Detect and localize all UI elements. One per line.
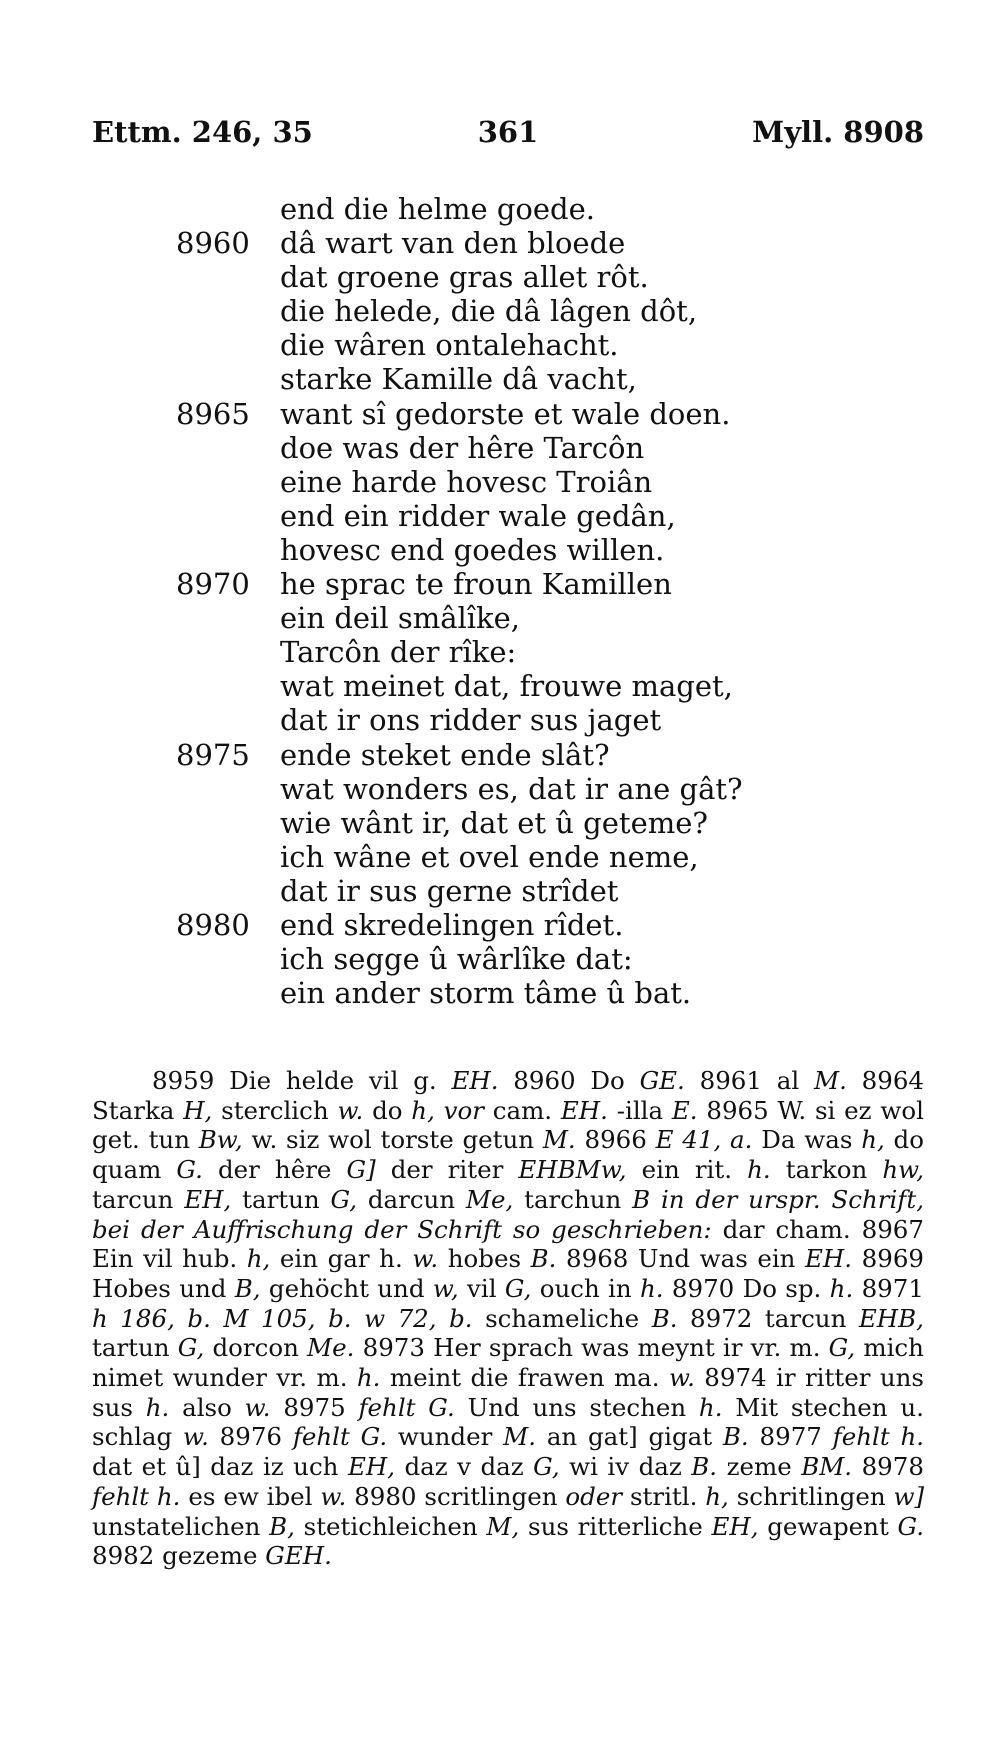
apparatus-text: do quam xyxy=(92,1125,924,1185)
apparatus-siglum: w 72, b. xyxy=(364,1303,473,1333)
apparatus-siglum: h. xyxy=(747,1155,771,1185)
apparatus-siglum: B in der urspr. Schrift, bei der Auffrischung der Schrift so geschrieben: xyxy=(92,1184,924,1244)
apparatus-text: zeme xyxy=(726,1452,792,1482)
apparatus-siglum: G. xyxy=(897,1511,925,1541)
apparatus-text: schameliche xyxy=(485,1303,640,1333)
verse-text: dâ wart van den bloede xyxy=(280,226,626,261)
apparatus-text: 8976 xyxy=(219,1422,283,1452)
verse-text: ende steket ende slât? xyxy=(280,737,610,772)
apparatus-text: 8959 Die helde vil g. xyxy=(152,1066,437,1095)
apparatus-siglum: w. xyxy=(183,1422,209,1452)
verse-line xyxy=(0,772,1000,806)
apparatus-text: tarcun xyxy=(92,1184,174,1214)
apparatus-text: 8975 xyxy=(283,1392,346,1422)
verse-line xyxy=(0,567,1000,601)
apparatus-siglum: w. xyxy=(320,1481,347,1511)
verse-line xyxy=(0,942,1000,976)
verse-text: eine harde hovesc Troiân xyxy=(280,464,653,499)
apparatus-siglum: H, xyxy=(183,1095,213,1125)
apparatus-paragraph xyxy=(92,1066,924,1571)
apparatus-siglum: h, xyxy=(705,1481,729,1511)
apparatus-siglum: E 41, a. xyxy=(655,1125,753,1155)
apparatus-text: 8967 Ein vil hub. xyxy=(92,1214,924,1274)
verse-line xyxy=(0,874,1000,908)
apparatus-siglum: M. xyxy=(503,1422,537,1452)
apparatus-text: 8964 Starka xyxy=(92,1066,924,1125)
apparatus-siglum: fehlt h. xyxy=(832,1422,925,1452)
apparatus-text: tartun xyxy=(242,1184,320,1214)
apparatus-siglum: EH. xyxy=(451,1066,499,1095)
apparatus-siglum: E. xyxy=(671,1095,698,1125)
apparatus-text: 8977 xyxy=(759,1422,822,1452)
apparatus-siglum: G] xyxy=(346,1155,376,1185)
verse-text: starke Kamille dâ vacht, xyxy=(280,362,637,397)
line-number: 8975 xyxy=(176,737,250,772)
verse-text: end die helme goede. xyxy=(280,192,595,226)
verse-line xyxy=(0,397,1000,431)
apparatus-siglum: M. xyxy=(813,1066,847,1095)
verse-line xyxy=(0,499,1000,533)
verse-text: die helede, die dâ lâgen dôt, xyxy=(280,294,698,329)
verse-text: dat ir sus gerne strîdet xyxy=(280,873,619,908)
verse-block xyxy=(0,192,1000,1010)
verse-line xyxy=(0,976,1000,1010)
verse-text: wat wonders es, dat ir ane gât? xyxy=(280,771,743,806)
apparatus-text: ein rit. xyxy=(641,1155,733,1185)
apparatus-siglum: GEH. xyxy=(265,1541,332,1571)
verse-text: doe was der hêre Tarcôn xyxy=(280,430,645,465)
apparatus-text: wunder xyxy=(397,1422,493,1452)
apparatus-siglum: fehlt G. xyxy=(358,1392,455,1422)
apparatus-siglum: w] xyxy=(893,1481,925,1511)
apparatus-text: 8974 ir ritter uns sus xyxy=(92,1363,924,1422)
apparatus-text: dar cham. xyxy=(722,1214,851,1244)
verse-line xyxy=(0,635,1000,669)
apparatus-siglum: EH, xyxy=(184,1184,232,1214)
apparatus-siglum: EH. xyxy=(805,1244,853,1274)
apparatus-siglum: Me. xyxy=(307,1333,355,1363)
line-number: 8960 xyxy=(176,226,250,261)
apparatus-text: der riter xyxy=(390,1155,504,1185)
apparatus-text: 8966 xyxy=(584,1125,647,1155)
verse-line xyxy=(0,431,1000,465)
apparatus-text: gehöcht und xyxy=(268,1273,425,1303)
apparatus-siglum: GE. xyxy=(639,1066,685,1095)
apparatus-text: 8965 W. si ez wol get. tun xyxy=(92,1095,924,1155)
verse-line xyxy=(0,362,1000,396)
apparatus-siglum: G, xyxy=(504,1273,532,1303)
apparatus-siglum: h. xyxy=(698,1392,723,1422)
verse-text: end skredelingen rîdet. xyxy=(280,907,624,942)
apparatus-siglum: w. xyxy=(412,1244,439,1274)
apparatus-siglum: vor xyxy=(443,1095,484,1125)
verse-text: wie wânt ir, dat et û geteme? xyxy=(280,805,708,840)
apparatus-text: 8971 xyxy=(861,1273,924,1303)
apparatus-text: tarkon xyxy=(785,1155,868,1185)
verse-line xyxy=(0,192,1000,226)
apparatus-text: sus ritterliche xyxy=(528,1511,703,1541)
apparatus-text: tartun xyxy=(92,1333,170,1363)
verse-text: die wâren ontalehacht. xyxy=(280,328,619,363)
verse-line xyxy=(0,260,1000,294)
verse-text: hovesc end goedes willen. xyxy=(280,532,665,567)
apparatus-text: tarchun xyxy=(524,1184,622,1214)
verse-text: ich wâne et ovel ende neme, xyxy=(280,839,699,874)
apparatus-siglum: BM. xyxy=(801,1452,853,1482)
apparatus-text: 8970 Do sp. xyxy=(671,1273,822,1303)
verse-text: want sî gedorste et wale doen. xyxy=(280,396,731,431)
apparatus-siglum: w, xyxy=(432,1273,459,1303)
apparatus-siglum: h, xyxy=(411,1095,435,1125)
apparatus-siglum: fehlt h. xyxy=(92,1481,181,1511)
apparatus-text: wi iv daz xyxy=(569,1452,682,1482)
verse-line xyxy=(0,806,1000,840)
apparatus-siglum: h. xyxy=(145,1392,170,1422)
apparatus-siglum: h. xyxy=(640,1273,664,1303)
apparatus-siglum: fehlt G. xyxy=(292,1422,388,1452)
apparatus-siglum: G, xyxy=(828,1333,856,1363)
apparatus-siglum: EHBMw, xyxy=(518,1155,627,1185)
apparatus-text: -illa xyxy=(616,1095,664,1125)
apparatus-text: hobes xyxy=(447,1244,522,1274)
apparatus-text: Da was xyxy=(761,1125,853,1155)
apparatus-siglum: G. xyxy=(176,1155,203,1185)
apparatus-text: w. siz wol torste getun xyxy=(251,1125,535,1155)
apparatus-siglum: h. xyxy=(829,1273,854,1303)
apparatus-text: meint die frawen ma. xyxy=(389,1363,660,1393)
verse-line xyxy=(0,703,1000,737)
apparatus-text: der hêre xyxy=(217,1155,332,1185)
verse-text: ein deil smâlîke, xyxy=(280,601,521,636)
apparatus-siglum: h. xyxy=(356,1363,381,1393)
page-number: 361 xyxy=(477,115,539,149)
verse-line xyxy=(0,669,1000,703)
apparatus-siglum: h, xyxy=(246,1244,271,1274)
line-number: 8965 xyxy=(176,396,250,431)
header-right-reference: Myll. 8908 xyxy=(752,115,924,149)
apparatus-siglum: G, xyxy=(533,1452,560,1482)
apparatus-text: daz v daz xyxy=(404,1452,524,1482)
apparatus-text: mich nimet wunder vr. m. xyxy=(92,1333,924,1393)
verse-text: end ein ridder wale gedân, xyxy=(280,498,676,533)
apparatus-text: 8968 Und was ein xyxy=(566,1244,796,1274)
apparatus-text: 8960 Do xyxy=(513,1066,625,1095)
apparatus-siglum: hw, xyxy=(882,1155,925,1185)
apparatus-text: Und uns stechen xyxy=(467,1392,687,1422)
verse-text: ein ander storm tâme û bat. xyxy=(280,976,692,1011)
apparatus-siglum: w. xyxy=(669,1363,695,1393)
apparatus-text: also xyxy=(182,1392,232,1422)
apparatus-siglum: M, xyxy=(486,1511,520,1541)
apparatus-siglum: Me, xyxy=(465,1184,514,1214)
apparatus-siglum: EH. xyxy=(560,1095,608,1125)
verse-line xyxy=(0,226,1000,260)
verse-line xyxy=(0,533,1000,567)
verse-text: ich segge û wârlîke dat: xyxy=(280,942,633,977)
apparatus-text: schritlingen xyxy=(736,1481,886,1511)
apparatus-text: do xyxy=(372,1095,403,1125)
apparatus-text: sterclich xyxy=(221,1095,329,1125)
apparatus-siglum: B. xyxy=(691,1452,718,1482)
line-number: 8970 xyxy=(176,567,250,602)
verse-line xyxy=(0,328,1000,362)
apparatus-text: Mit stechen u. schlag xyxy=(92,1392,924,1452)
apparatus-siglum: M. xyxy=(542,1125,576,1155)
verse-line xyxy=(0,294,1000,328)
apparatus-text: 8982 gezeme xyxy=(92,1541,258,1571)
apparatus-text: stetichleichen xyxy=(303,1511,478,1541)
apparatus-siglum: EH, xyxy=(347,1452,395,1482)
apparatus-text: ouch in xyxy=(539,1273,632,1303)
apparatus-text: stritl. xyxy=(629,1481,698,1511)
verse-text: Tarcôn der rîke: xyxy=(280,635,517,670)
verse-line xyxy=(0,465,1000,499)
apparatus-text: es ew ibel xyxy=(188,1481,313,1511)
apparatus-text: 8969 Hobes und xyxy=(92,1244,925,1303)
apparatus-siglum: B. xyxy=(651,1303,678,1333)
verse-text: wat meinet dat, frouwe maget, xyxy=(280,669,733,704)
apparatus-text: 8973 Her sprach was meynt ir vr. m. xyxy=(362,1333,821,1363)
apparatus-text: unstatelichen xyxy=(92,1511,261,1541)
critical-apparatus xyxy=(92,1066,924,1571)
apparatus-text: ein gar h. xyxy=(279,1244,403,1274)
apparatus-siglum: B. xyxy=(530,1244,557,1274)
apparatus-siglum: B, xyxy=(234,1273,261,1303)
apparatus-text: 8972 tarcun xyxy=(690,1303,847,1333)
apparatus-siglum: w. xyxy=(244,1392,271,1422)
verse-text: dat groene gras allet rôt. xyxy=(280,260,649,295)
apparatus-text: vil xyxy=(467,1273,497,1303)
apparatus-siglum: G, xyxy=(330,1184,358,1214)
verse-line xyxy=(0,738,1000,772)
apparatus-siglum: B. xyxy=(722,1422,749,1452)
verse-line xyxy=(0,908,1000,942)
apparatus-siglum: w. xyxy=(337,1095,364,1125)
verse-text: dat ir ons ridder sus jaget xyxy=(280,703,662,738)
line-number: 8980 xyxy=(176,907,250,942)
apparatus-text: 8978 xyxy=(861,1452,924,1482)
verse-text: he sprac te froun Kamillen xyxy=(280,567,672,602)
apparatus-siglum: M 105, b. xyxy=(223,1303,352,1333)
apparatus-text: dat et û] daz iz uch xyxy=(92,1452,339,1482)
apparatus-siglum: G, xyxy=(177,1333,205,1363)
header-left-reference: Ettm. 246, 35 xyxy=(92,115,313,149)
apparatus-text: an gat] gigat xyxy=(546,1422,713,1452)
apparatus-siglum: B, xyxy=(269,1511,295,1541)
running-header xyxy=(92,112,924,152)
apparatus-text: gewapent xyxy=(767,1511,889,1541)
apparatus-siglum: h, xyxy=(861,1125,885,1155)
apparatus-text: dorcon xyxy=(212,1333,299,1363)
verse-line xyxy=(0,840,1000,874)
apparatus-siglum: Bw, xyxy=(198,1125,243,1155)
apparatus-siglum: h 186, b. xyxy=(92,1303,211,1333)
apparatus-siglum: oder xyxy=(565,1481,623,1511)
apparatus-text: darcun xyxy=(367,1184,456,1214)
verse-line xyxy=(0,601,1000,635)
apparatus-text: 8980 scritlingen xyxy=(354,1481,558,1511)
apparatus-siglum: EHB, xyxy=(858,1303,924,1333)
apparatus-siglum: EH, xyxy=(711,1511,759,1541)
apparatus-text: cam. xyxy=(492,1095,553,1125)
apparatus-text: 8961 al xyxy=(699,1066,800,1095)
